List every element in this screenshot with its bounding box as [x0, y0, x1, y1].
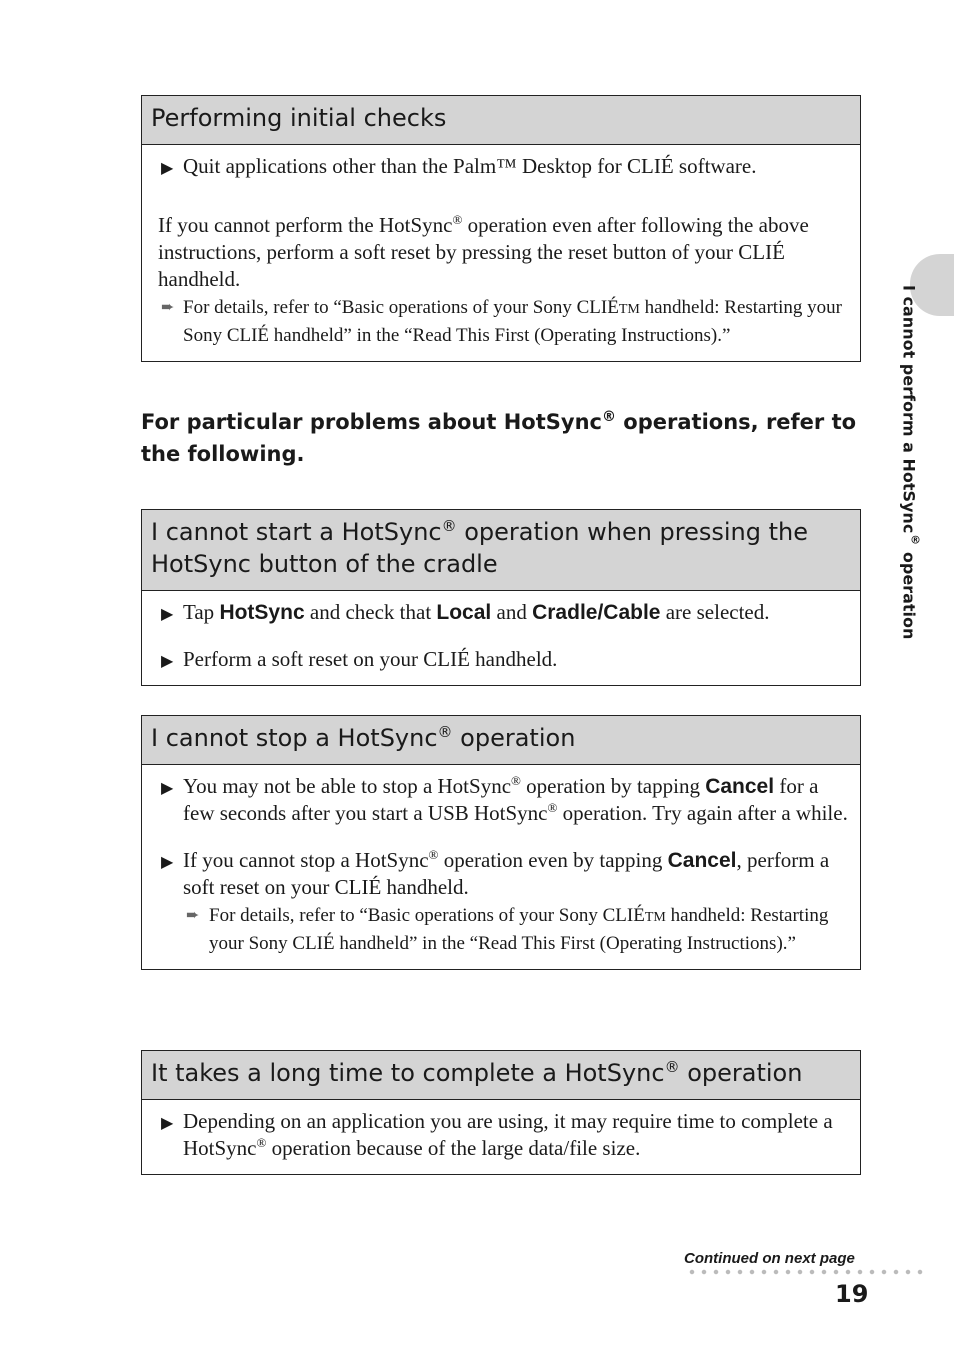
arrow-right-icon: ➨: [186, 907, 200, 924]
box-title: I cannot stop a HotSync® operation: [142, 716, 860, 765]
box-long-time: [141, 1050, 861, 1175]
triangle-bullet-icon: ▶: [161, 606, 174, 623]
triangle-bullet-icon: ▶: [161, 160, 174, 177]
ui-label-hotsync: HotSync: [219, 601, 305, 624]
box-cannot-stop: [141, 715, 861, 970]
box-title: It takes a long time to complete a HotSync® operation: [142, 1051, 860, 1100]
triangle-bullet-icon: ▶: [161, 780, 174, 797]
bullet-item: ▶ If you cannot stop a HotSync® operation even by tapping Cancel, perform a soft reset on your CLIÉ handheld. ➨ For details, refer to “Basic operations of your Sony CLIÉTM handheld: Restarting your Sony CLIÉ handheld” in the “Read This First (Operating Instructions).”: [158, 847, 848, 957]
bullet-item: ▶ Depending on an application you are using, it may require time to complete a HotSync® operation because of the large data/file size.: [161, 1109, 833, 1160]
section-subheading: For particular problems about HotSync® operations, refer to the following.: [141, 409, 857, 466]
bullet-item: ▶ Quit applications other than the Palm™ Desktop for CLIÉ software.: [158, 153, 848, 180]
bullet-item: ▶ You may not be able to stop a HotSync® operation by tapping Cancel for a few seconds after you start a USB HotSync® operation. Try again after a while.: [161, 773, 848, 825]
box-title: I cannot start a HotSync® operation when pressing the HotSync button of the cradle: [142, 510, 860, 591]
arrow-right-icon: ➨: [161, 299, 175, 316]
ui-label-local: Local: [436, 601, 492, 624]
box-initial-checks: [141, 95, 861, 362]
paragraph: If you cannot perform the HotSync® operation even after following the above instructions, perform a soft reset by pressing the reset button of your CLIÉ handheld.: [158, 212, 809, 291]
triangle-bullet-icon: ▶: [161, 1115, 174, 1132]
triangle-bullet-icon: ▶: [161, 854, 174, 871]
ui-label-cradle-cable: Cradle/Cable: [532, 601, 661, 624]
continued-label: Continued on next page: [684, 1250, 855, 1267]
triangle-bullet-icon: ▶: [161, 653, 174, 670]
side-section-label: I cannot perform a HotSync® operation: [899, 285, 922, 640]
reference-note: ➨ For details, refer to “Basic operations of your Sony CLIÉTM handheld: Restarting your Sony CLIÉ handheld” in the “Read This First (Operating Instructions).”: [186, 905, 829, 954]
reference-note: ➨ For details, refer to “Basic operations of your Sony CLIÉTM handheld: Restarting your Sony CLIÉ handheld” in the “Read This First (Operating Instructions).”: [161, 297, 842, 346]
dotted-rule: [686, 1268, 926, 1276]
ui-label-cancel: Cancel: [667, 849, 737, 872]
box-title: Performing initial checks: [142, 96, 860, 145]
page-number: 19: [835, 1280, 869, 1308]
bullet-item: ▶ Perform a soft reset on your CLIÉ handheld.: [158, 646, 848, 673]
ui-label-cancel: Cancel: [705, 775, 775, 798]
bullet-item: ▶ Tap HotSync and check that Local and Cradle/Cable are selected.: [158, 599, 848, 626]
box-cannot-start: [141, 509, 861, 686]
